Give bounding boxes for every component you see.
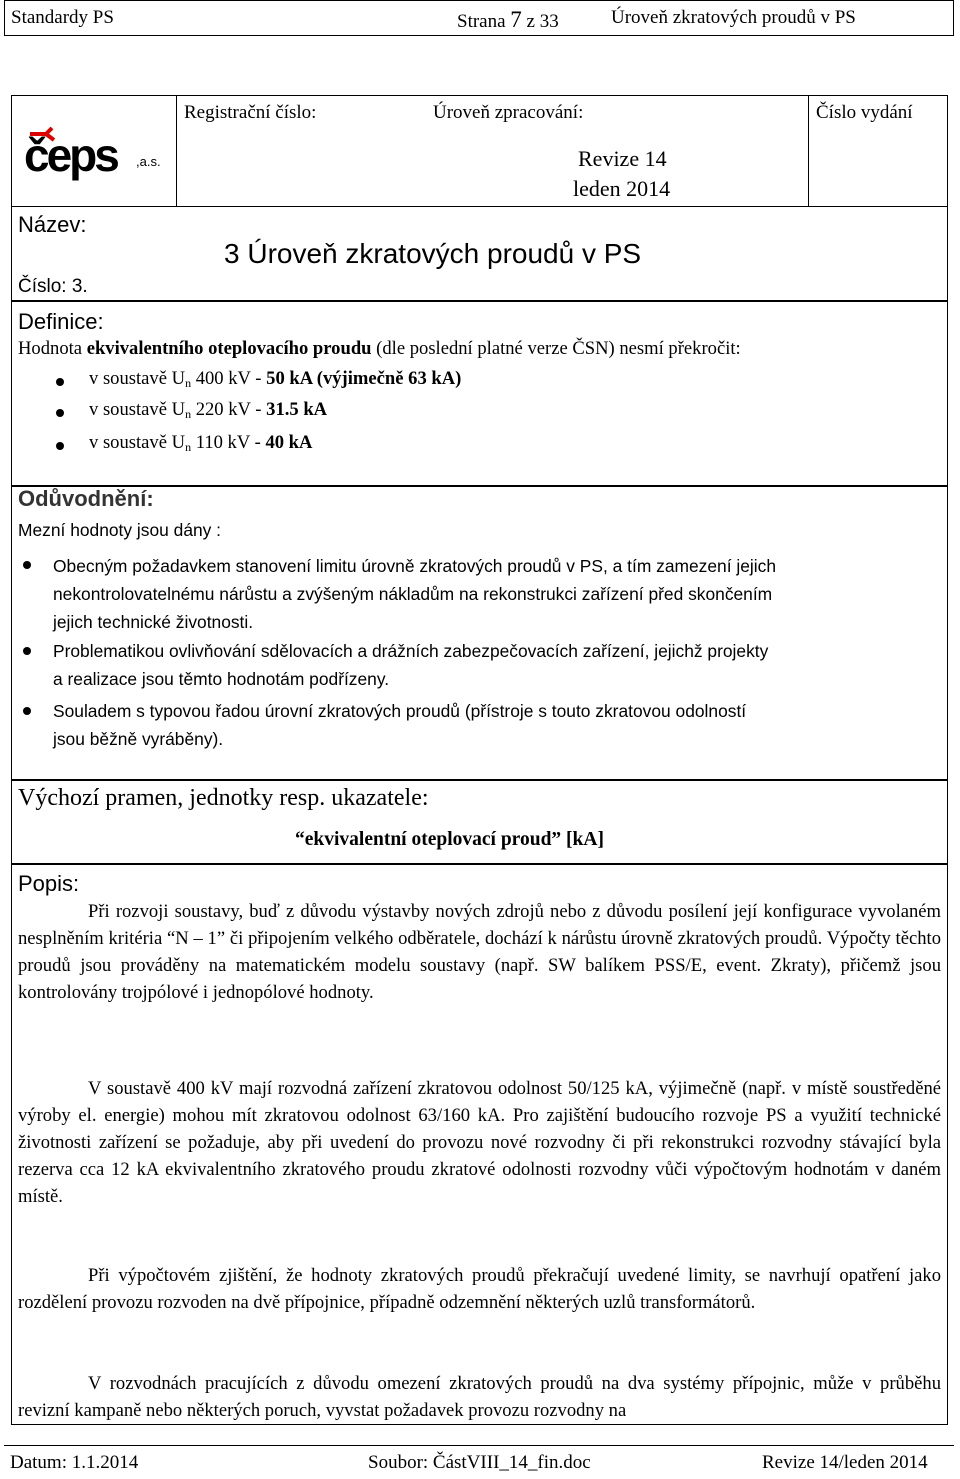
justification-intro: Mezní hodnoty jsou dány : [18, 520, 222, 540]
revision-date: leden 2014 [573, 176, 671, 201]
header-page-number: Strana 7 z 33 [457, 7, 559, 32]
description-paragraph: V rozvodnách pracujících z důvodu omezení zkratových proudů na dva systémy přípojnic, může v průběhu revizní kampaně nebo některých poruch, vyvstat požadavek provozu rozvodny na [18, 1373, 941, 1421]
description-paragraph: V soustavě 400 kV mají rozvodná zařízení zkratovou odolnost 50/125 kA, výjimečně (např. v místě soustředěné výroby el. energie) mohou mít zkratovou odolnost 63/160 kA. Pro zajištění budoucího rozvoje PS a využití technické životnosti zařízení se požaduje, aby při uvedení do provozu nové rozvodny či při rekonstrukci rozvodny stávající byla rezerva cca 12 kA ekvivalentního zkratového proudu zkratové odolnosti rozvodny vůči výpočtovým hodnotám v daném místě. [18, 1078, 941, 1207]
bullet-icon [23, 647, 31, 655]
definition-label: Definice: [18, 309, 104, 334]
definition-item: v soustavě $U_n$ 110 kV - 40 kA [89, 432, 313, 454]
header-section-title: Úroveň zkratových proudů v PS [611, 7, 856, 28]
page-title: 3 Úroveň zkratových proudů v PS [224, 238, 642, 269]
footer-date: Datum: 1.1.2014 [10, 1452, 139, 1473]
bullet-icon [23, 561, 31, 569]
justification-item: Souladem s typovou řadou úrovní zkratových proudů (přístroje s touto zkratovou odolností jsou běžně vyráběny). [53, 701, 747, 749]
bullet-icon [56, 409, 64, 417]
bullet-icon [23, 707, 31, 715]
page-header [4, 0, 954, 36]
bullet-icon [56, 378, 64, 386]
definition-item: v soustavě $U_n$ 220 kV - 31.5 kA [89, 399, 328, 421]
processing-level-label: Úroveň zpracování: [433, 102, 584, 123]
header-doc-title: Standardy PS [11, 7, 114, 28]
description-label: Popis: [18, 871, 80, 896]
logo-brand: čeps [24, 129, 117, 181]
registration-number-label: Registrační číslo: [184, 102, 317, 123]
description-paragraph: Při výpočtovém zjištění, že hodnoty zkratových proudů překračují uvedené limity, se navrhují opatření jako rozdělení provozu rozvoden na dvě přípojnice, případně odzemnění některých uzlů transformátorů. [18, 1265, 941, 1313]
ceps-logo [24, 124, 166, 180]
logo-suffix: ,a.s. [136, 154, 161, 169]
footer-revision: Revize 14/leden 2014 [762, 1452, 928, 1473]
name-label: Název: [18, 212, 87, 237]
source-label: Výchozí pramen, jednotky resp. ukazatele: [18, 785, 429, 811]
definition-item: v soustavě $U_n$ 400 kV - 50 kA (výjimečně 63 kA) [89, 368, 462, 390]
justification-item: Obecným požadavkem stanovení limitu úrovně zkratových proudů v PS, a tím zamezení jejich nekontrolovatelnému nárůstu a zvýšeným nákladům na rekonstrukci zařízení před skončením jejich technické životnosti. [53, 556, 777, 632]
description-paragraph: Při rozvoji soustavy, buď z důvodu výstavby nových zdrojů nebo z důvodu posílení její konfigurace vyvolaném nesplněním kritéria “N – 1” či připojením velkého odběratele, dochází k nárůstu úrovně zkratových proudů. Výpočty těchto proudů jsou prováděny na matematickém modelu soustavy (např. SW balíkem PSS/E, event. Zkraty), přičemž jsou kontrolovány trojpólové i jednopólové hodnoty. [18, 901, 941, 1003]
number-label: Číslo: 3. [18, 276, 88, 297]
source-value: “ekvivalentní oteplovací proud” [kA] [295, 829, 604, 850]
definition-intro: Hodnota ekvivalentního oteplovacího proudu (dle poslední platné verze ČSN) nesmí překročit: [18, 338, 741, 359]
issue-number-label: Číslo vydání [816, 102, 913, 123]
footer-file: Soubor: ČástVIII_14_fin.doc [368, 1452, 591, 1473]
justification-label: Odůvodnění: [18, 486, 154, 511]
justification-item: Problematikou ovlivňování sdělovacích a drážních zabezpečovacích zařízení, jejichž projekty a realizace jsou těmto hodnotám podřízeny. [53, 641, 769, 689]
definition-section [11, 301, 948, 486]
bullet-icon [56, 442, 64, 450]
revision-value: Revize 14 [578, 146, 667, 171]
